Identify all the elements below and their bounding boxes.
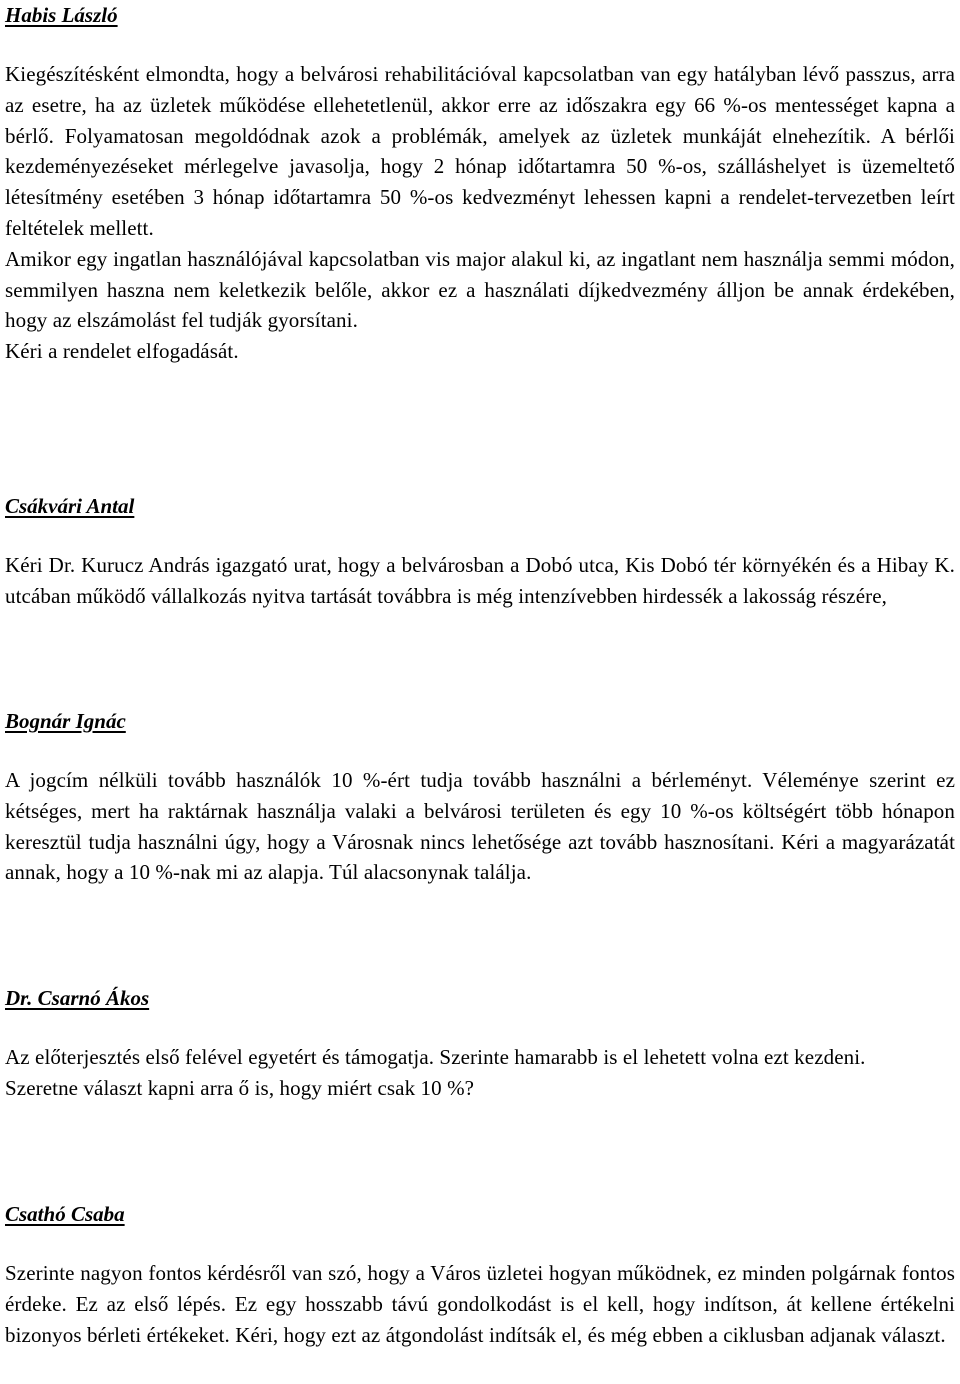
speech-paragraph: Az előterjesztés első felével egyetért és támogatja. Szerinte hamarabb is el lehetett volna ezt kezdeni.	[5, 1045, 866, 1069]
speech-section-habis	[5, 0, 955, 367]
speech-paragraph: Kéri Dr. Kurucz András igazgató urat, hogy a belvárosban a Dobó utca, Kis Dobó tér környékén és a Hibay K. utcában működő vállalkozás nyitva tartását továbbra is még intenzívebben hirdessék a lakosság részére,	[5, 553, 955, 608]
speech-section-bognar	[5, 706, 955, 888]
speech-paragraph: Szeretne választ kapni arra ő is, hogy miért csak 10 %?	[5, 1075, 475, 1100]
speech-paragraph: Kiegészítésként elmondta, hogy a belvárosi rehabilitációval kapcsolatban van egy hatályban lévő passzus, arra az esetre, ha az üzletek működése ellehetetlenül, akkor erre az időszakra egy 66 %-os mentességet kapna a bérlő. Folyamatosan megoldódnak azok a problémák, amelyek az üzletek munkáját elnehezítik. A bérlői kezdeményezéseket mérlegelve javasolja, hogy 2 hónap időtartamra 50 %-os, szálláshelyet is üzemeltető létesítmény esetében 3 hónap időtartamra 50 %-os kedvezményt lehessen kapni a rendelet-tervezetben leírt feltételek mellett.	[5, 62, 955, 240]
speech-paragraph: Szerinte nagyon fontos kérdésről van szó, hogy a Város üzletei hogyan működnek, ez minden polgárnak fontos érdeke. Ez az első lépés. Ez egy hosszabb távú gondolkodást is el kell, hogy indítson, át kellene értékelni bizonyos bérleti értékeket. Kéri, hogy ezt az átgondolást indítsák el, és még ebben a ciklusban adjanak választ.	[5, 1261, 955, 1347]
speaker-name: Dr. Csarnó Ákos	[5, 986, 150, 1010]
speaker-name: Habis László	[5, 3, 118, 27]
speaker-name: Csathó Csaba	[5, 1202, 125, 1226]
speech-paragraph: Amikor egy ingatlan használójával kapcsolatban vis major alakul ki, az ingatlant nem használja semmi módon, semmilyen haszna nem keletkezik belőle, akkor ez a használati díjkedvezmény álljon be annak érdekében, hogy az elszámolást fel tudják gyorsítani.	[5, 246, 955, 333]
speech-section-csatho	[5, 1199, 955, 1350]
speaker-name: Bognár Ignác	[5, 709, 126, 733]
speaker-name: Csákvári Antal	[5, 494, 135, 518]
speech-section-csakvari	[5, 491, 955, 612]
speech-paragraph: A jogcím nélküli tovább használók 10 %-ért tudja tovább használni a bérleményt. Véleménye szerint ez kétséges, mert ha raktárnak használja valaki a belvárosi területen és egy 10 %-os költségért több hónapon keresztül tudja használni úgy, hogy a Városnak nincs lehetősége azt tovább hasznosítani. Kéri a magyarázatát annak, hogy a 10 %-nak mi az alapja. Túl alacsonynak találja.	[5, 768, 955, 885]
speech-section-csarno	[5, 983, 955, 1104]
speech-paragraph: Kéri a rendelet elfogadását.	[5, 339, 239, 364]
